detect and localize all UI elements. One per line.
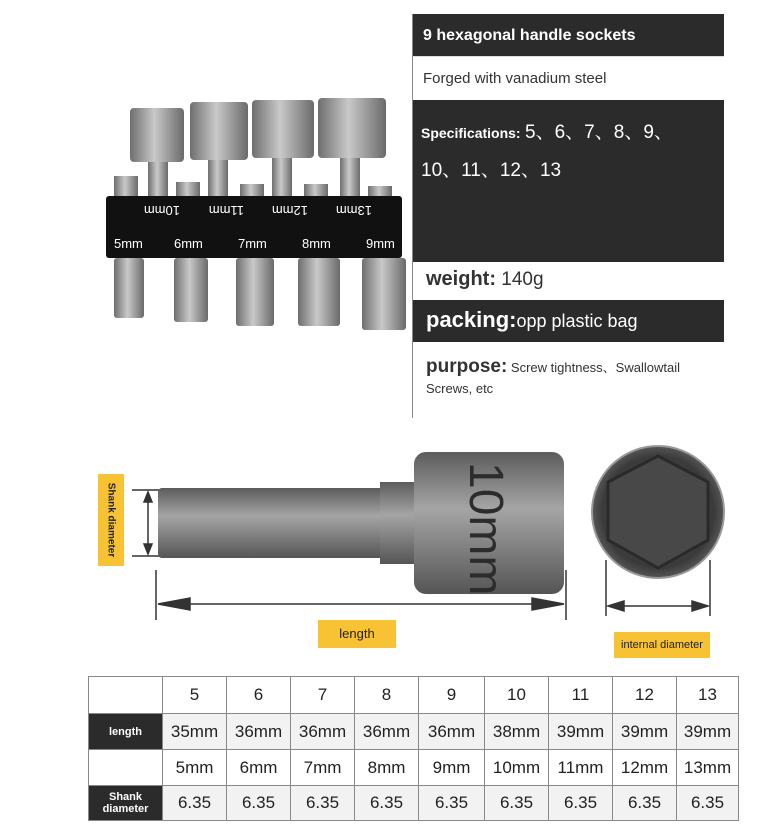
size-cell: 7 [291,677,355,714]
top-sockets [130,98,386,198]
dimension-diagram [90,440,750,640]
length-tag: length [318,620,396,648]
shank-cell: 6.35 [291,786,355,821]
internal-cell: 6mm [227,750,291,786]
size-cell: 10 [485,677,549,714]
photo-label-10: 10mm [143,203,180,218]
socket-set-image [100,90,410,340]
weight-label: weight: [426,268,496,290]
socket-marking: 10mm [459,462,512,596]
packing-label: packing: [426,307,517,332]
hex-shank [158,488,388,558]
photo-label-13: 13mm [335,203,372,218]
shank-cell: 6.35 [613,786,677,821]
spec-panel [413,14,724,418]
header-internal: internal diameter [89,750,163,786]
length-cell: 36mm [355,714,419,750]
shank-cell: 6.35 [419,786,485,821]
length-cell: 39mm [677,714,739,750]
internal-cell: 5mm [163,750,227,786]
internal-cell: 7mm [291,750,355,786]
shank-cell: 6.35 [485,786,549,821]
length-cell: 38mm [485,714,549,750]
size-cell: 9 [419,677,485,714]
shank-cell: 6.35 [549,786,613,821]
internal-cell: 11mm [549,750,613,786]
photo-label-12: 12mm [271,203,308,218]
weight-value: 140g [501,269,544,290]
length-cell: 35mm [163,714,227,750]
length-cell: 39mm [549,714,613,750]
material-text: Forged with vanadium steel [413,56,724,100]
photo-label-7: 7mm [238,236,267,251]
size-cell: 13 [677,677,739,714]
internal-cell: 10mm [485,750,549,786]
header-shank: Shank diameter [89,786,163,821]
weight-row [413,262,724,300]
specifications-block [413,100,724,262]
photo-label-11: 11mm [208,203,244,218]
internal-cell: 13mm [677,750,739,786]
table-row-internal [89,750,739,786]
length-cell: 36mm [227,714,291,750]
product-title: 9 hexagonal handle sockets [413,14,724,56]
table-row-sizes [89,677,739,714]
shank-cell: 6.35 [163,786,227,821]
size-cell: 6 [227,677,291,714]
header-length: length [89,714,163,750]
specifications-line2: 10、11、12、13 [421,160,562,181]
table-row-length [89,714,739,750]
photo-label-5: 5mm [114,236,143,251]
internal-cell: 8mm [355,750,419,786]
bottom-sockets [114,258,406,330]
purpose-value-2: Screws, etc [426,381,494,396]
packing-row [413,300,724,342]
size-cell: 5 [163,677,227,714]
size-cell: 12 [613,677,677,714]
header-system: Public English system [89,677,163,714]
length-cell: 36mm [419,714,485,750]
table-row-shank [89,786,739,821]
shank-cell: 6.35 [227,786,291,821]
shank-cell: 6.35 [677,786,739,821]
size-cell: 8 [355,677,419,714]
internal-cell: 9mm [419,750,485,786]
purpose-row [413,342,724,418]
shank-diameter-tag: Shank diameter [98,474,124,566]
spec-table [88,676,739,821]
photo-label-6: 6mm [174,236,203,251]
photo-label-9: 9mm [366,236,395,251]
length-cell: 39mm [613,714,677,750]
shank-cell: 6.35 [355,786,419,821]
length-cell: 36mm [291,714,355,750]
photo-label-8: 8mm [302,236,331,251]
internal-diameter-tag: internal diameter [614,632,710,658]
specifications-label: Specifications: [421,125,521,141]
packing-value: opp plastic bag [516,311,638,331]
purpose-label: purpose: [426,356,508,377]
specifications-line1: 5、6、7、8、9、 [525,122,673,143]
purpose-value: Screw tightness、Swallowtail [510,360,680,375]
size-cell: 11 [549,677,613,714]
internal-cell: 12mm [613,750,677,786]
